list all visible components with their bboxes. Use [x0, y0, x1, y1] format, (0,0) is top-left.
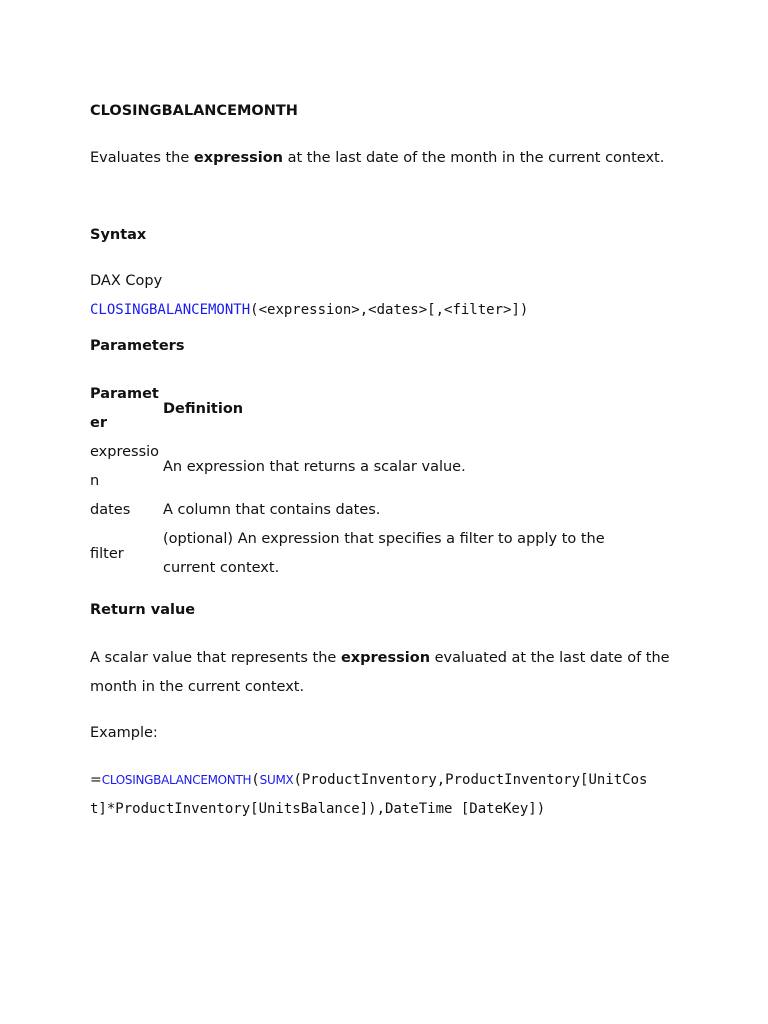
param-name: filter — [90, 545, 124, 562]
syntax-code — [90, 302, 528, 318]
example-paren: ( — [251, 772, 260, 788]
param-definition: An expression that returns a scalar value. — [163, 458, 466, 475]
description-bold-term: expression — [193, 150, 283, 166]
example-line1-rest: (ProductInventory,ProductInventory[UnitCos — [293, 772, 648, 788]
return-bold-term: expression — [340, 650, 431, 666]
table-header-row — [90, 380, 650, 438]
example-code-line-1 — [90, 772, 647, 788]
param-definition: A column that contains dates. — [163, 502, 381, 518]
syntax-code-function: CLOSINGBALANCEMONTH — [90, 302, 251, 318]
header-definition: Definition — [163, 400, 244, 417]
example-inner-function: SUMX — [259, 773, 294, 787]
return-value-heading: Return value — [90, 602, 196, 618]
table-row — [90, 496, 650, 525]
description-suffix: at the last date of the month in the current context. — [283, 150, 665, 166]
example-function: CLOSINGBALANCEMONTH — [101, 773, 252, 787]
param-name: expression — [90, 444, 160, 489]
description-paragraph — [90, 144, 670, 173]
header-parameter: Parameter — [90, 386, 159, 431]
parameters-heading: Parameters — [90, 338, 185, 354]
syntax-heading: Syntax — [90, 227, 147, 243]
example-label: Example: — [90, 725, 158, 741]
code-label: DAX Copy — [90, 273, 163, 289]
return-prefix: A scalar value that represents the — [90, 650, 341, 666]
parameters-table — [90, 380, 650, 583]
param-definition: (optional) An expression that specifies a filter to apply to the current context. — [163, 531, 605, 576]
description-prefix: Evaluates the — [90, 150, 194, 166]
return-value-paragraph — [90, 644, 670, 702]
page-title: CLOSINGBALANCEMONTH — [90, 103, 298, 119]
table-row — [90, 525, 650, 583]
table-row — [90, 438, 650, 496]
example-code-line-2: t]*ProductInventory[UnitsBalance]),DateTime [DateKey]) — [90, 801, 546, 817]
syntax-code-args: (<expression>,<dates>[,<filter>]) — [250, 302, 529, 318]
return-suffix: evaluated at the last date of the month in the current context. — [90, 650, 670, 695]
param-name: dates — [90, 502, 131, 518]
example-equals: = — [90, 772, 102, 788]
